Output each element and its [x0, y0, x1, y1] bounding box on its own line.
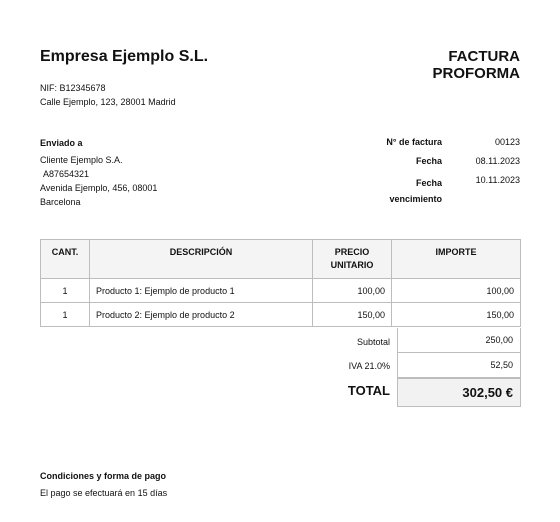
recipient-address: Avenida Ejemplo, 456, 08001	[40, 183, 158, 193]
table-row	[41, 279, 521, 303]
row-description: Producto 2: Ejemplo de producto 2	[90, 303, 313, 327]
header-unit-price	[313, 240, 392, 279]
total-label: TOTAL	[347, 383, 390, 398]
due-date-label-line1: Fecha	[415, 178, 442, 188]
header-amount: IMPORTE	[392, 240, 521, 279]
document-title-line1: FACTURA	[448, 48, 520, 65]
recipient-tax-id: A87654321	[43, 169, 90, 179]
table-row	[41, 303, 521, 327]
recipient-block	[40, 136, 157, 209]
company-name: Empresa Ejemplo S.L.	[40, 48, 209, 65]
row-amount: 150,00	[392, 303, 521, 327]
header-description: DESCRIPCIÓN	[90, 240, 313, 279]
payment-terms-text: El pago se efectuará en 15 días	[40, 488, 168, 498]
recipient-heading: Enviado a	[40, 138, 83, 148]
tax-label: IVA 21.0%	[348, 361, 390, 371]
total-value: 302,50 €	[397, 378, 521, 407]
row-qty: 1	[41, 279, 90, 303]
company-address: Calle Ejemplo, 123, 28001 Madrid	[40, 97, 176, 107]
header-qty: CANT.	[41, 240, 90, 279]
subtotal-label: Subtotal	[356, 337, 390, 347]
date-value: 08.11.2023	[475, 156, 520, 166]
due-date-label-line2: vencimiento	[389, 194, 442, 204]
subtotal-value: 250,00	[397, 328, 521, 353]
company-details	[40, 81, 176, 109]
tax-value: 52,50	[397, 353, 521, 378]
due-date-label	[389, 175, 442, 207]
row-description: Producto 1: Ejemplo de producto 1	[90, 279, 313, 303]
row-qty: 1	[41, 303, 90, 327]
company-nif: NIF: B12345678	[40, 83, 106, 93]
date-label: Fecha	[415, 156, 442, 166]
due-date-value: 10.11.2023	[475, 175, 520, 185]
payment-terms	[40, 468, 167, 502]
table-header-row	[41, 240, 521, 279]
document-title	[380, 48, 520, 82]
recipient-name: Cliente Ejemplo S.A.	[40, 155, 123, 165]
items-table	[40, 239, 521, 327]
row-unit-price: 100,00	[313, 279, 392, 303]
row-amount: 100,00	[392, 279, 521, 303]
row-unit-price: 150,00	[313, 303, 392, 327]
header-unit-price-line2: UNITARIO	[330, 260, 374, 270]
document-title-line2: PROFORMA	[432, 65, 520, 82]
recipient-city: Barcelona	[40, 197, 81, 207]
invoice-number-value: 00123	[494, 137, 520, 147]
payment-terms-heading: Condiciones y forma de pago	[40, 471, 167, 481]
invoice-number-label: N° de factura	[386, 137, 442, 147]
header-unit-price-line1: PRECIO	[334, 247, 370, 257]
